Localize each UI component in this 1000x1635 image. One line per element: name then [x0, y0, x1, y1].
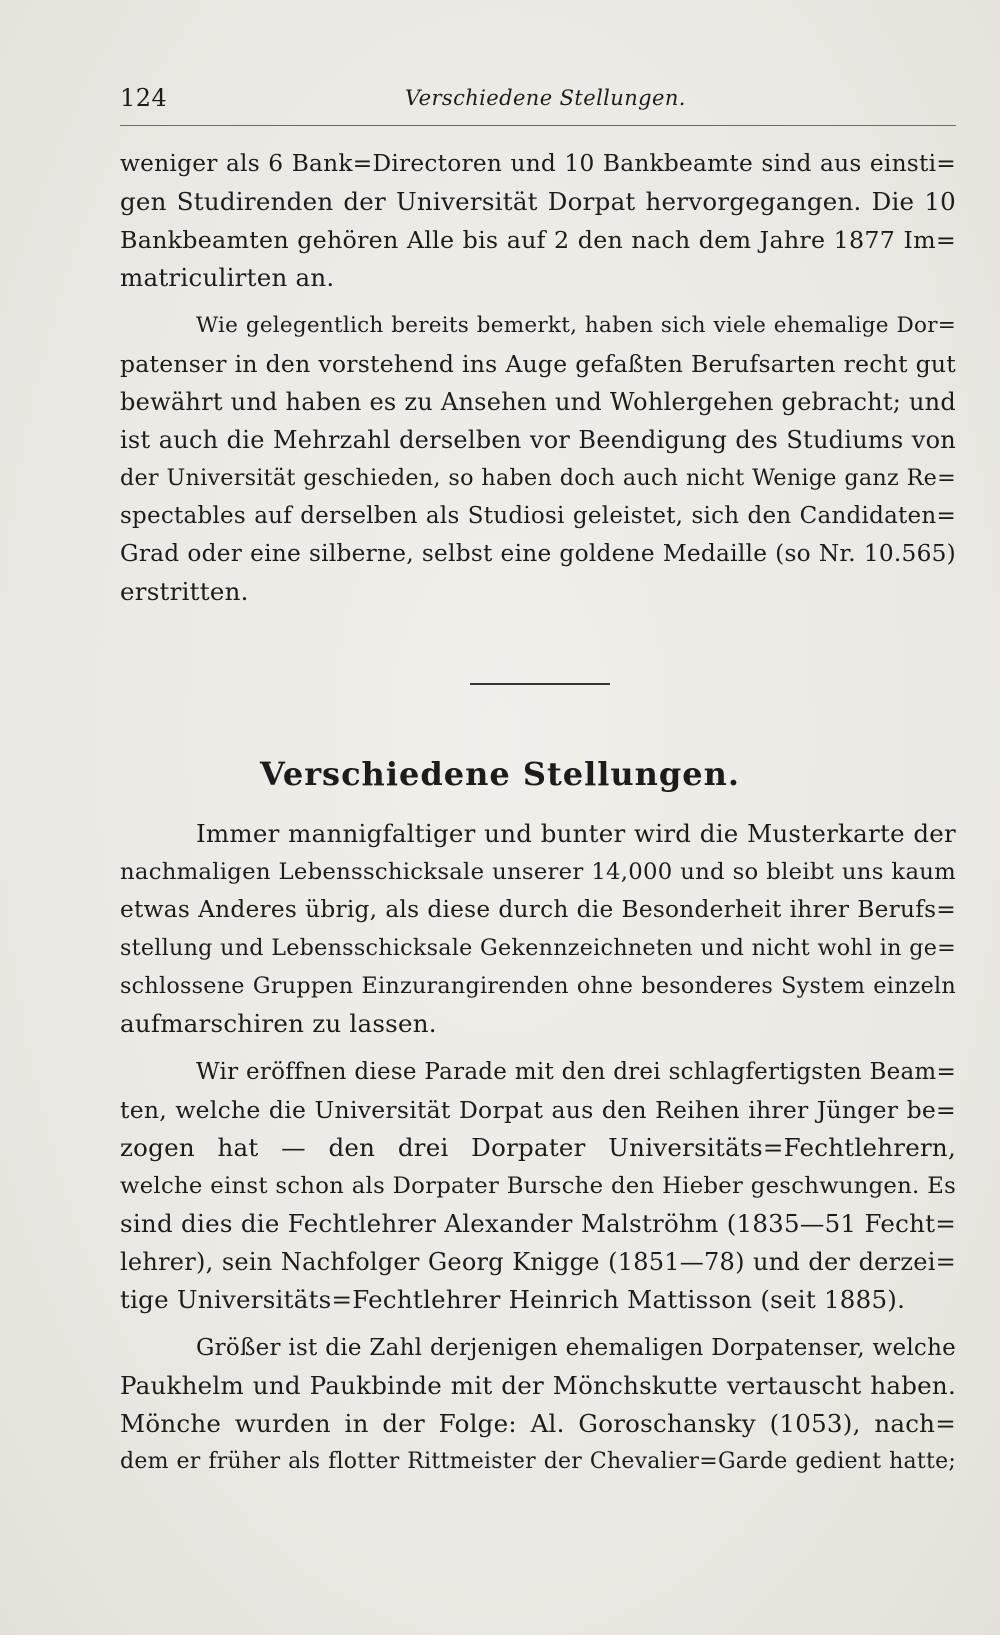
section-heading: Verschiedene Stellungen. [259, 755, 741, 793]
header-rule [120, 125, 956, 126]
text-line: bewährt und haben es zu Ansehen und Wohlergehen gebracht; und [120, 388, 956, 416]
text-line: tige Universitäts=Fechtlehrer Heinrich Mattisson (seit 1885). [120, 1285, 906, 1314]
text-line: sind dies die Fechtlehrer Alexander Malströhm (1835—51 Fecht= [120, 1209, 956, 1238]
text-line: Grad oder eine silberne, selbst eine goldene Medaille (so Nr. 10.565) [120, 540, 956, 567]
text-line: patenser in den vorstehend ins Auge gefaßten Berufsarten recht gut [120, 350, 956, 378]
text-line: Immer mannigfaltiger und bunter wird die Musterkarte der [196, 819, 956, 848]
section-divider [470, 683, 610, 685]
text-line: lehrer), sein Nachfolger Georg Knigge (1851—78) und der derzei= [120, 1248, 956, 1276]
text-line: etwas Anderes übrig, als diese durch die Besonderheit ihrer Berufs= [120, 896, 956, 923]
text-line: Paukhelm und Paukbinde mit der Mönchskutte vertauscht haben. [120, 1371, 956, 1400]
text-line: Größer ist die Zahl derjenigen ehemaligen Dorpatenser, welche [196, 1335, 956, 1361]
text-line: zogen hat — den drei Dorpater Universitäts=Fechtlehrern, [120, 1133, 956, 1162]
text-line: der Universität geschieden, so haben doch auch nicht Wenige ganz Re= [120, 465, 956, 491]
text-line: Wie gelegentlich bereits bemerkt, haben sich viele ehemalige Dor= [196, 313, 956, 338]
text-line: Bankbeamten gehören Alle bis auf 2 den nach dem Jahre 1877 Im= [120, 226, 956, 254]
text-line: Wir eröffnen diese Parade mit den drei schlagfertigsten Beam= [196, 1059, 956, 1085]
text-line: nachmaligen Lebensschicksale unserer 14,000 und so bleibt uns kaum [120, 859, 956, 885]
text-line: dem er früher als flotter Rittmeister der Chevalier=Garde gedient hatte; [120, 1449, 956, 1474]
text-line: stellung und Lebensschicksale Gekennzeichneten und nicht wohl in ge= [120, 935, 956, 961]
text-line: schlossene Gruppen Einzurangirenden ohne besonderes System einzeln [120, 973, 956, 999]
page-number: 124 [120, 84, 168, 112]
text-line: spectables auf derselben als Studiosi geleistet, sich den Candidaten= [120, 503, 956, 529]
text-line: Mönche wurden in der Folge: Al. Goroschansky (1053), nach= [120, 1409, 956, 1438]
text-line: aufmarschiren zu lassen. [120, 1009, 437, 1038]
text-line: ist auch die Mehrzahl derselben vor Beendigung des Studiums von [120, 426, 956, 454]
running-head: Verschiedene Stellungen. [405, 86, 686, 110]
text-line: ten, welche die Universität Dorpat aus den Reihen ihrer Jünger be= [120, 1096, 956, 1124]
page-header [120, 84, 956, 124]
text-line: welche einst schon als Dorpater Bursche den Hieber geschwungen. Es [120, 1173, 956, 1199]
text-line: matriculirten an. [120, 263, 335, 292]
text-line: weniger als 6 Bank=Directoren und 10 Bankbeamte sind aus einsti= [120, 150, 956, 177]
text-line: erstritten. [120, 577, 249, 606]
text-line: gen Studirenden der Universität Dorpat hervorgegangen. Die 10 [120, 187, 956, 216]
